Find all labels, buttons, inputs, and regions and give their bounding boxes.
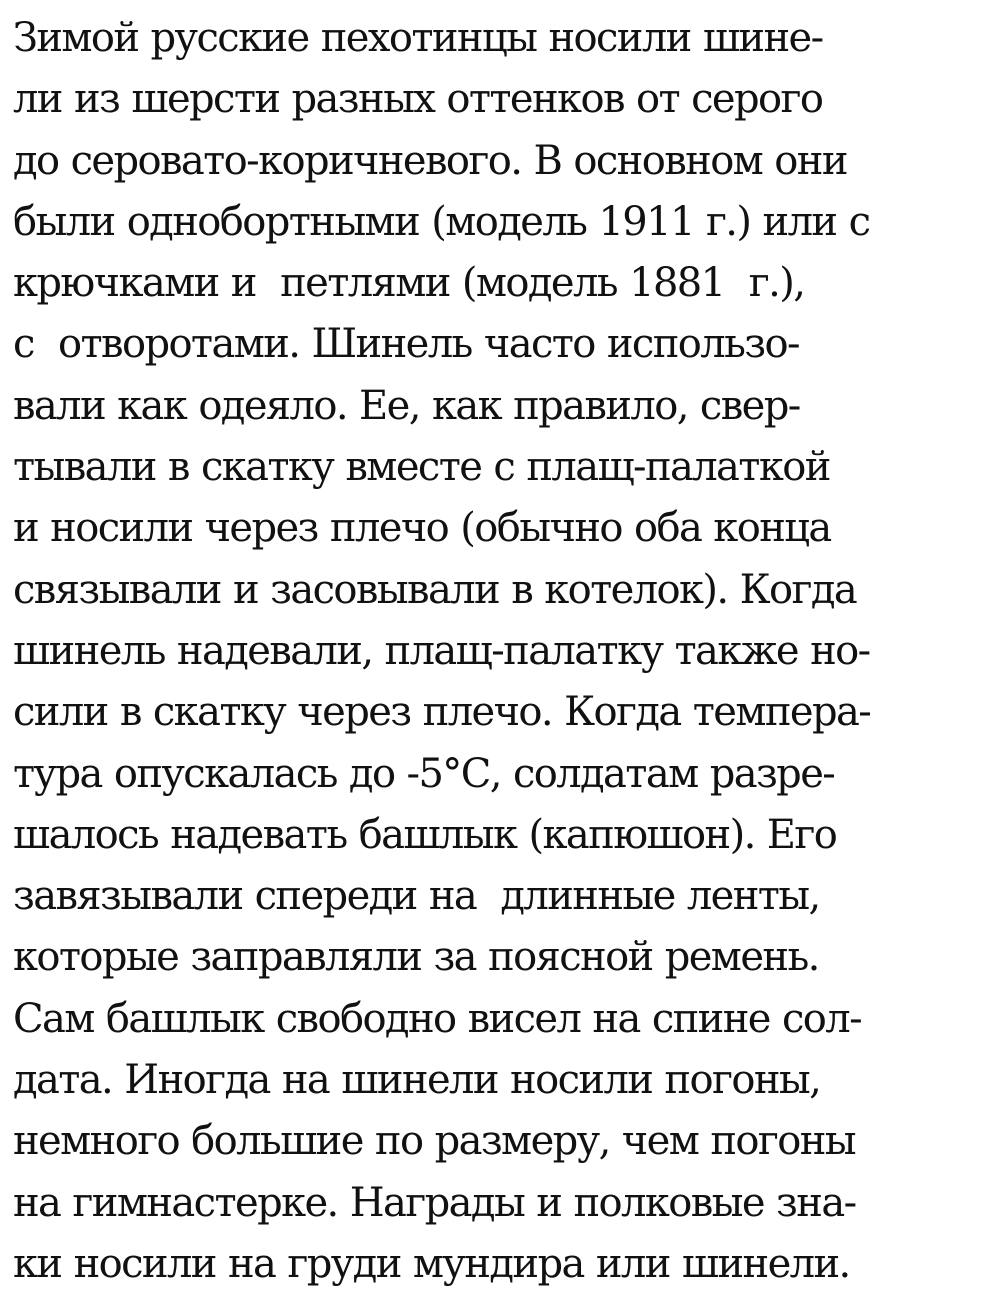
text-line: немного большие по размеру, чем погоны [13,1118,856,1165]
text-line: с отворотами. Шинель часто использо- [13,321,799,368]
text-line: на гимнастерке. Награды и полковые зна- [13,1179,856,1226]
text-line: тура опускалась до -5°С, солдатам разре- [13,750,835,797]
text-line: Зимой русские пехотинцы носили шине- [13,15,823,61]
body-paragraph [13,8,993,1295]
text-line: завязывали спереди на длинные ленты, [13,873,820,920]
text-line: связывали и засовывали в котелок). Когда [13,566,857,613]
text-line: ки носили на груди мундира или шинели. [13,1240,850,1287]
text-line: ли из шерсти разных оттенков от серого [13,76,823,123]
text-line: шинель надевали, плащ-палатку также но- [13,627,870,674]
text-line: до серовато-коричневого. В основном они [13,137,847,184]
text-line: тывали в скатку вместе с плащ-палаткой [13,444,830,491]
text-line: которые заправляли за поясной ремень. [13,934,819,981]
text-line: были однобортными (модель 1911 г.) или с [13,198,870,245]
text-line: шалось надевать башлык (капюшон). Его [13,811,837,858]
text-line: дата. Иногда на шинели носили погоны, [13,1057,821,1104]
text-line: крючками и петлями (модель 1881 г.), [13,260,805,307]
text-line: сили в скатку через плечо. Когда темпера- [13,689,871,736]
text-line: Сам башлык свободно висел на спине сол- [13,995,861,1042]
text-line: вали как одеяло. Ее, как правило, свер- [13,382,800,429]
text-line: и носили через плечо (обычно оба конца [13,505,831,552]
